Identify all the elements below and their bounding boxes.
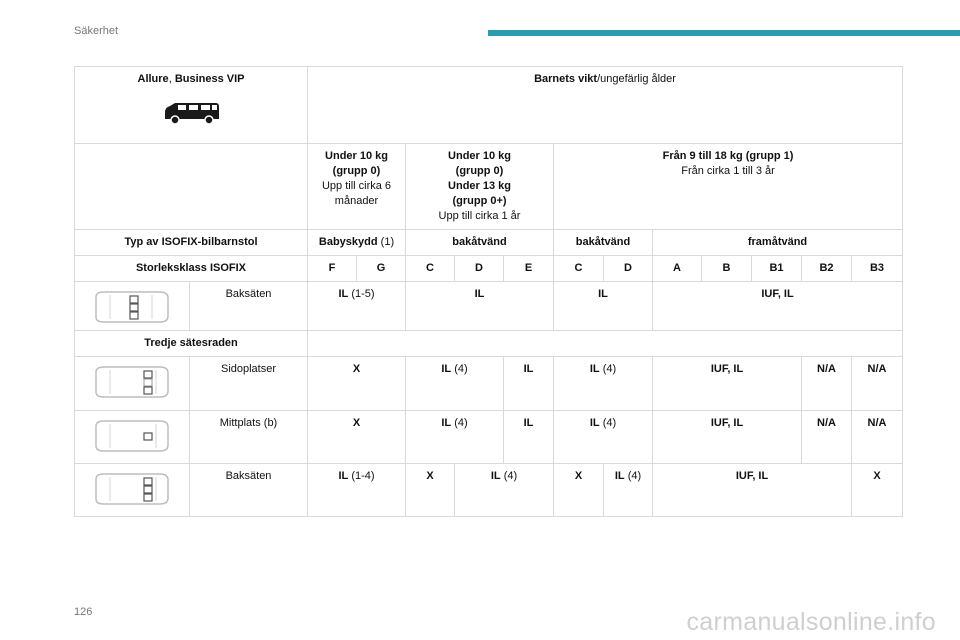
value-cell: IL (554, 282, 653, 331)
model-name: Allure (137, 73, 169, 85)
value-cell: IUF, IL (653, 464, 852, 517)
type-babyskydd-label: Babyskydd (318, 236, 378, 248)
value-note: (4) (451, 417, 468, 429)
table-row (75, 144, 903, 230)
header-accent-bar (488, 30, 960, 36)
size-class: F (308, 256, 357, 282)
van-icon (78, 99, 304, 129)
seat-label: Mittplats (b) (190, 411, 308, 464)
value-cell (604, 464, 653, 517)
size-class: D (455, 256, 504, 282)
seat-diagram-cell (75, 411, 190, 464)
value-cell: X (852, 464, 903, 517)
size-class: B3 (852, 256, 903, 282)
value-note: (4) (599, 363, 617, 375)
size-label: Storleksklass ISOFIX (75, 256, 308, 282)
third-row-label: Tredje sätesraden (75, 331, 308, 357)
weight-title-cell (308, 67, 903, 144)
size-class: B2 (802, 256, 852, 282)
value-bold: IL (441, 417, 452, 429)
page-number: 126 (74, 606, 93, 618)
value-cell: X (554, 464, 604, 517)
value-bold: IL (338, 470, 349, 482)
value-bold: IL (589, 363, 600, 375)
value-cell: X (308, 357, 406, 411)
value-cell (308, 464, 406, 517)
value-note: (4) (599, 417, 617, 429)
value-note: (1-5) (348, 288, 375, 300)
value-cell: IUF, IL (653, 357, 802, 411)
table-row (75, 67, 903, 144)
group-3-cell (554, 144, 903, 230)
seat-label: Baksäten (190, 464, 308, 517)
value-bold: IL (614, 470, 625, 482)
table-row (75, 256, 903, 282)
value-note: (1-4) (348, 470, 375, 482)
group-2-weight-b: Under 13 kg (448, 180, 511, 192)
size-class: C (406, 256, 455, 282)
table-row (75, 230, 903, 256)
type-babyskydd-note: (1) (377, 236, 395, 248)
type-label: Typ av ISOFIX-bilbarnstol (75, 230, 308, 256)
seat-label: Sidoplatser (190, 357, 308, 411)
value-cell: X (308, 411, 406, 464)
size-class: G (357, 256, 406, 282)
value-cell (308, 282, 406, 331)
value-note: (4) (624, 470, 642, 482)
model-name-2: Business VIP (174, 73, 245, 85)
car-seat-middle-icon (90, 418, 174, 454)
group-2-cell (406, 144, 554, 230)
value-cell: N/A (852, 411, 903, 464)
seat-diagram-cell (75, 357, 190, 411)
seat-label: Baksäten (190, 282, 308, 331)
value-cell: X (406, 464, 455, 517)
value-cell (406, 411, 504, 464)
group-2-class: (grupp 0) (455, 165, 504, 177)
group-1-cell (308, 144, 406, 230)
value-cell (455, 464, 554, 517)
type-forward: framåtvänd (653, 230, 903, 256)
table-row (75, 411, 903, 464)
group-3-weight: Från 9 till 18 kg (grupp 1) (662, 150, 794, 162)
value-cell: IUF, IL (653, 282, 903, 331)
car-seat-rear-icon (90, 471, 174, 507)
size-class: C (554, 256, 604, 282)
value-cell: IL (504, 411, 554, 464)
isofix-table (74, 66, 903, 517)
weight-subtitle: /ungefärlig ålder (597, 73, 676, 85)
value-cell: N/A (802, 411, 852, 464)
value-cell: IL (504, 357, 554, 411)
group-3-age: Från cirka 1 till 3 år (681, 165, 775, 177)
value-cell: IL (406, 282, 554, 331)
type-rear-1: bakåtvänd (406, 230, 554, 256)
model-cell (75, 67, 308, 144)
group-1-age: Upp till cirka 6 (321, 180, 392, 192)
value-bold: IL (490, 470, 501, 482)
size-class: A (653, 256, 702, 282)
group-2-class-b: (grupp 0+) (452, 195, 507, 207)
empty-cell (308, 331, 903, 357)
size-class: B (702, 256, 752, 282)
section-title: Säkerhet (74, 25, 119, 37)
weight-title: Barnets vikt (534, 73, 598, 85)
size-class: B1 (752, 256, 802, 282)
group-1-weight: Under 10 kg (325, 150, 388, 162)
value-cell (554, 411, 653, 464)
size-class: D (604, 256, 653, 282)
watermark: carmanualsonline.info (686, 608, 936, 636)
type-babyskydd (308, 230, 406, 256)
value-cell: IUF, IL (653, 411, 802, 464)
model-separator: , (168, 73, 175, 85)
group-2-age: Upp till cirka 1 år (438, 210, 521, 222)
group-1-age-unit: månader (334, 195, 379, 207)
car-seat-side-icon (90, 364, 174, 400)
table-row (75, 282, 903, 331)
size-class: E (504, 256, 554, 282)
seat-diagram-cell (75, 464, 190, 517)
value-cell: N/A (852, 357, 903, 411)
value-cell (554, 357, 653, 411)
group-2-weight: Under 10 kg (448, 150, 511, 162)
type-rear-2: bakåtvänd (554, 230, 653, 256)
group-1-class: (grupp 0) (332, 165, 381, 177)
value-bold: IL (589, 417, 600, 429)
seat-diagram-cell (75, 282, 190, 331)
value-cell: N/A (802, 357, 852, 411)
value-bold: IL (441, 363, 452, 375)
value-note: (4) (451, 363, 468, 375)
table-row (75, 331, 903, 357)
value-note: (4) (500, 470, 518, 482)
value-cell (406, 357, 504, 411)
table-row (75, 464, 903, 517)
empty-cell (75, 144, 308, 230)
car-seat-row2-icon (90, 289, 174, 325)
table-row (75, 357, 903, 411)
value-bold: IL (338, 288, 349, 300)
